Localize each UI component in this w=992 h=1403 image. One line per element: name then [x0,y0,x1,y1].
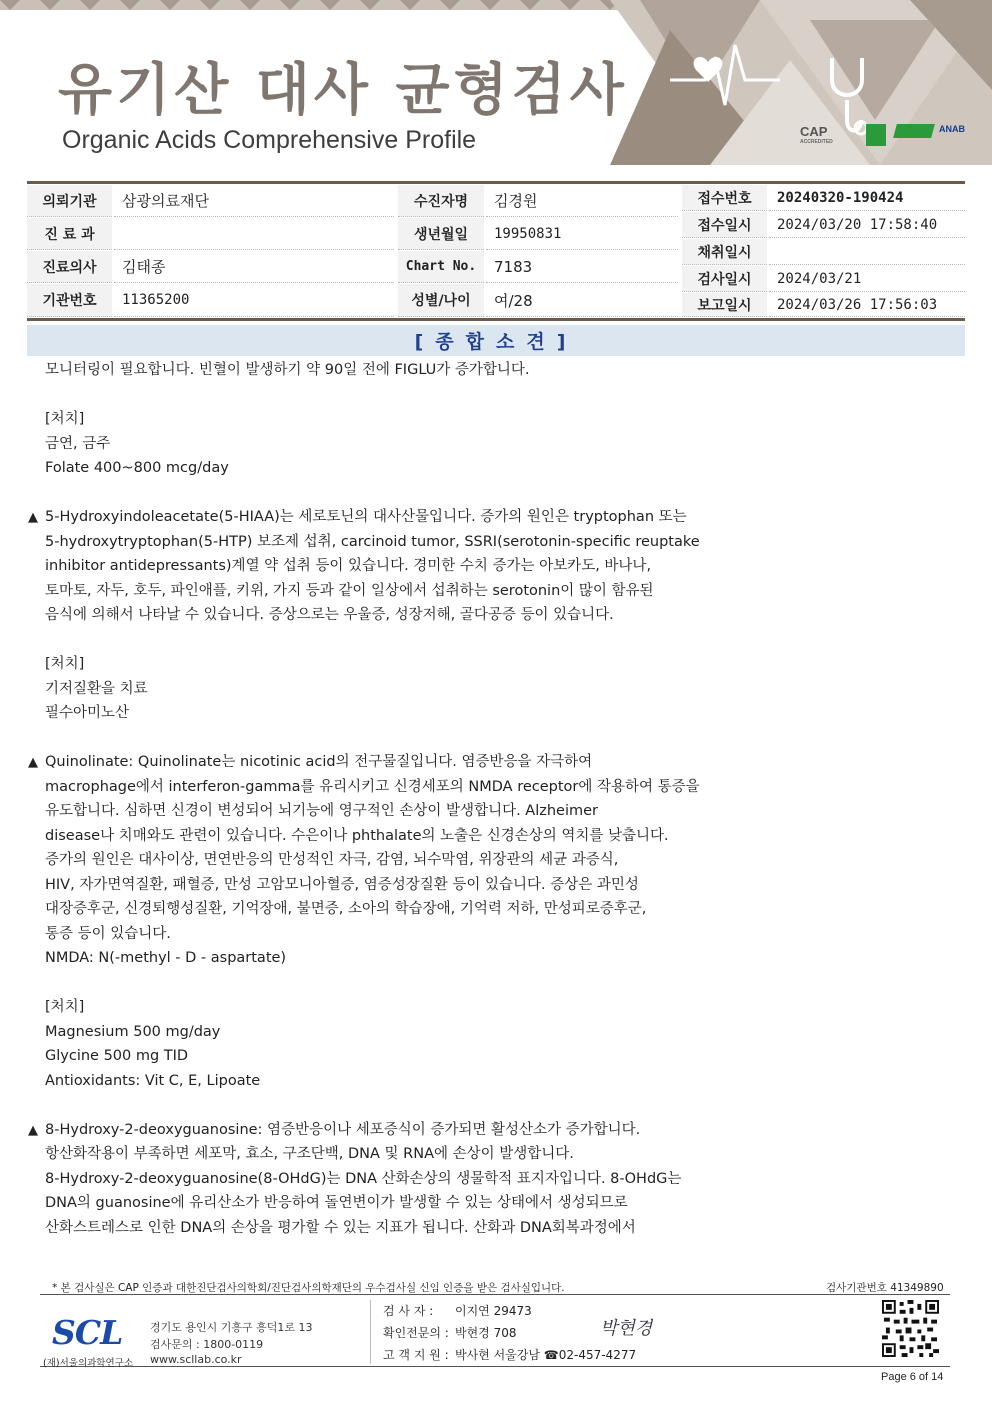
value-test-date: 2024/03/21 [769,266,965,292]
text-content: 대장증후군, 신경퇴행성질환, 기억장애, 불면증, 소아의 학습장애, 기억력 저하, 만성피로증후군, [45,901,647,917]
kota-logo [893,124,935,138]
label-chart-no: Chart No. [398,251,484,283]
label-requesting-institution: 의뢰기관 [27,185,112,217]
text-content: Glycine 500 mg TID [45,1048,189,1064]
value-collection-datetime [769,239,965,265]
text-content: 통증 등이 있습니다. [45,925,171,942]
text-content: 기저질환을 치료 [45,680,148,697]
footer-separator [370,1300,371,1364]
blank-line [28,971,948,996]
qr-code-icon [882,1300,939,1357]
label-receipt-datetime: 접수일시 [682,212,767,238]
triangle-bullet-icon: ▲ [28,1122,38,1138]
text-content: 5-hydroxytryptophan(5-HTP) 보조제 섭취, carcinoid tumor, SSRI(serotonin-specific reuptake [45,533,700,550]
text-line [28,775,948,800]
text-content: 5-Hydroxyindoleacetate(5-HIAA)는 세로토닌의 대사산물입니다. 증가의 원인은 tryptophan 또는 [45,509,687,525]
text-line [28,432,948,457]
text-line [28,848,948,873]
value-birthdate: 19950831 [486,218,678,250]
report-title-english: Organic Acids Comprehensive Profile [62,126,477,154]
text-line [28,995,948,1020]
lab-website[interactable]: www.scllab.co.kr [150,1353,242,1366]
text-content: 유도합니다. 심하면 신경이 변성되어 뇌기능에 영구적인 손상이 발생합니다. Alzheimer [45,803,599,819]
support-value: 박사현 서울강남 ☎02-457-4277 [455,1348,637,1362]
text-line [28,1069,948,1094]
specialist-label: 확인전문의 : [383,1326,449,1340]
text-line [28,1044,948,1069]
blank-line [28,481,948,506]
lm-logo [866,124,886,146]
patient-info-table [27,181,965,321]
value-sex-age: 여/28 [486,284,678,317]
text-line [28,456,948,481]
value-report-datetime: 2024/03/26 17:56:03 [769,293,965,317]
report-title-korean: 유기산 대사 균형검사 [58,58,628,123]
text-content: 8-Hydroxy-2-deoxyguanosine(8-OHdG)는 DNA 산화손상의 생물학적 표지자입니다. 8-OHdG는 [45,1170,682,1187]
value-doctor: 김태종 [114,251,394,283]
text-line [28,530,948,555]
text-content: Folate 400~800 mcg/day [45,460,229,476]
label-report-datetime: 보고일시 [682,293,767,317]
section-title: [종합소견] [414,331,578,353]
finding-heading-line [28,750,948,775]
examiner-value: 이지연 29473 [455,1304,532,1318]
text-line [28,1216,948,1241]
blank-line [28,726,948,751]
text-line [28,407,948,432]
triangle-bullet-icon: ▲ [28,755,38,770]
text-line [28,1020,948,1045]
text-content: HIV, 자가면역질환, 패혈증, 만성 고암모니아혈증, 염증성장질환 등이 있습니다. 증상은 과민성 [45,876,639,893]
cap-logo: CAP ACCREDITED [800,124,833,145]
text-content: inhibitor antidepressants)계열 약 섭취 등이 있습니다. 경미한 수치 증가는 아보카도, 바나나, [45,558,652,574]
value-receipt-datetime: 2024/03/20 17:58:40 [769,212,965,238]
text-content: 증가의 원인은 대사이상, 면연반응의 만성적인 자극, 감염, 뇌수막염, 위장관의 세균 과증식, [45,852,619,868]
institution-number: 검사기관번호 41349890 [826,1282,944,1294]
value-department [114,218,394,250]
label-receipt-no: 접수번호 [682,185,767,211]
label-collection-datetime: 채취일시 [682,239,767,265]
accreditation-note: * 본 검사실은 CAP 인증과 대한진단검사의학회/진단검사의학재단의 우수검사실 신임 인증을 받은 검사실입니다. [52,1282,565,1294]
text-line [28,799,948,824]
scl-org-name: (재)서울의과학연구소 [43,1358,134,1369]
text-line [28,1191,948,1216]
text-content: [처치] [45,999,85,1015]
blank-line [28,628,948,653]
text-line [28,1167,948,1192]
text-content: [처치] [45,656,85,672]
text-content: 금연, 금주 [45,435,111,452]
text-line [28,946,948,971]
section-banner [27,325,965,356]
text-content: Quinolinate: Quinolinate는 nicotinic acid의 전구물질입니다. 염증반응을 자극하여 [45,754,593,770]
text-content: NMDA: N(-methyl - D - aspartate) [45,950,287,966]
blank-line [28,1093,948,1118]
anab-logo: ANAB [939,124,965,134]
text-content: 필수아미노산 [45,705,130,721]
value-chart-no: 7183 [486,251,678,283]
specialist-signature: 박현경 [600,1318,653,1339]
text-line [28,677,948,702]
page-number: Page 6 of 14 [881,1371,944,1383]
footer-divider-bottom [40,1366,950,1367]
value-patient-name: 김경원 [486,185,678,217]
support-label: 고 객 지 원 : [383,1348,449,1362]
label-institution-no: 기관번호 [27,284,112,317]
text-content: DNA의 guanosine에 유리산소가 반응하여 돌연변이가 발생할 수 있는 상태에서 생성되므로 [45,1195,628,1211]
text-content: 음식에 의해서 나타날 수 있습니다. 증상으로는 우울증, 성장저해, 골다공증 등이 있습니다. [45,607,614,623]
text-line [28,603,948,628]
text-line [28,701,948,726]
label-sex-age: 성별/나이 [398,284,484,317]
comprehensive-findings-text [28,358,948,1240]
text-line [28,1142,948,1167]
text-content: Magnesium 500 mg/day [45,1023,221,1040]
value-institution-no: 11365200 [114,284,394,317]
text-line [28,922,948,947]
label-department: 진 료 과 [27,218,112,250]
text-content: disease나 치매와도 관련이 있습니다. 수은이나 phthalate의 노출은 신경손상의 역치를 낮춥니다. [45,827,669,844]
blank-line [28,383,948,408]
text-content: macrophage에서 interferon-gamma를 유리시키고 신경세포의 NMDA receptor에 작용하여 통증을 [45,778,700,795]
examiner-label: 검 사 자 : [383,1304,434,1318]
support-line [383,1346,636,1363]
finding-heading-line [28,1118,948,1143]
text-line [28,897,948,922]
value-receipt-no: 20240320-190424 [769,185,965,211]
finding-heading-line [28,505,948,530]
examiner-line [383,1302,532,1319]
text-line [28,358,948,383]
text-line [28,824,948,849]
label-doctor: 진료의사 [27,251,112,283]
footer-divider [40,1294,950,1295]
label-test-date: 검사일시 [682,266,767,292]
text-content: [처치] [45,411,85,427]
triangle-bullet-icon: ▲ [28,510,38,525]
text-content: 산화스트레스로 인한 DNA의 손상을 평가할 수 있는 지표가 됩니다. 산화과 DNA회복과정에서 [45,1219,636,1236]
lab-address: 경기도 용인시 기흥구 흥덕1로 13 [150,1321,313,1334]
text-content: 8-Hydroxy-2-deoxyguanosine: 염증반응이나 세포증식이 증가되면 활성산소가 증가합니다. [45,1121,641,1138]
lab-inquiry: 검사문의 : 1800-0119 [150,1338,264,1351]
specialist-line [383,1324,517,1341]
text-content: 모니터링이 필요합니다. 빈혈이 발생하기 약 90일 전에 FIGLU가 증가합니다. [45,362,530,378]
scl-logo: SCL [52,1313,123,1352]
text-line [28,579,948,604]
value-requesting-institution: 삼광의료재단 [114,185,394,217]
text-line [28,873,948,898]
text-content: 토마토, 자두, 호두, 파인애플, 키위, 가지 등과 같이 일상에서 섭취하는 serotonin이 많이 함유된 [45,582,654,599]
text-content: Antioxidants: Vit C, E, Lipoate [45,1072,261,1089]
label-patient-name: 수진자명 [398,185,484,217]
label-birthdate: 생년월일 [398,218,484,250]
specialist-value: 박현경 708 [455,1326,517,1340]
text-line [28,652,948,677]
text-line [28,554,948,579]
text-content: 항산화작용이 부족하면 세포막, 효소, 구조단백, DNA 및 RNA에 손상이 발생합니다. [45,1146,574,1162]
